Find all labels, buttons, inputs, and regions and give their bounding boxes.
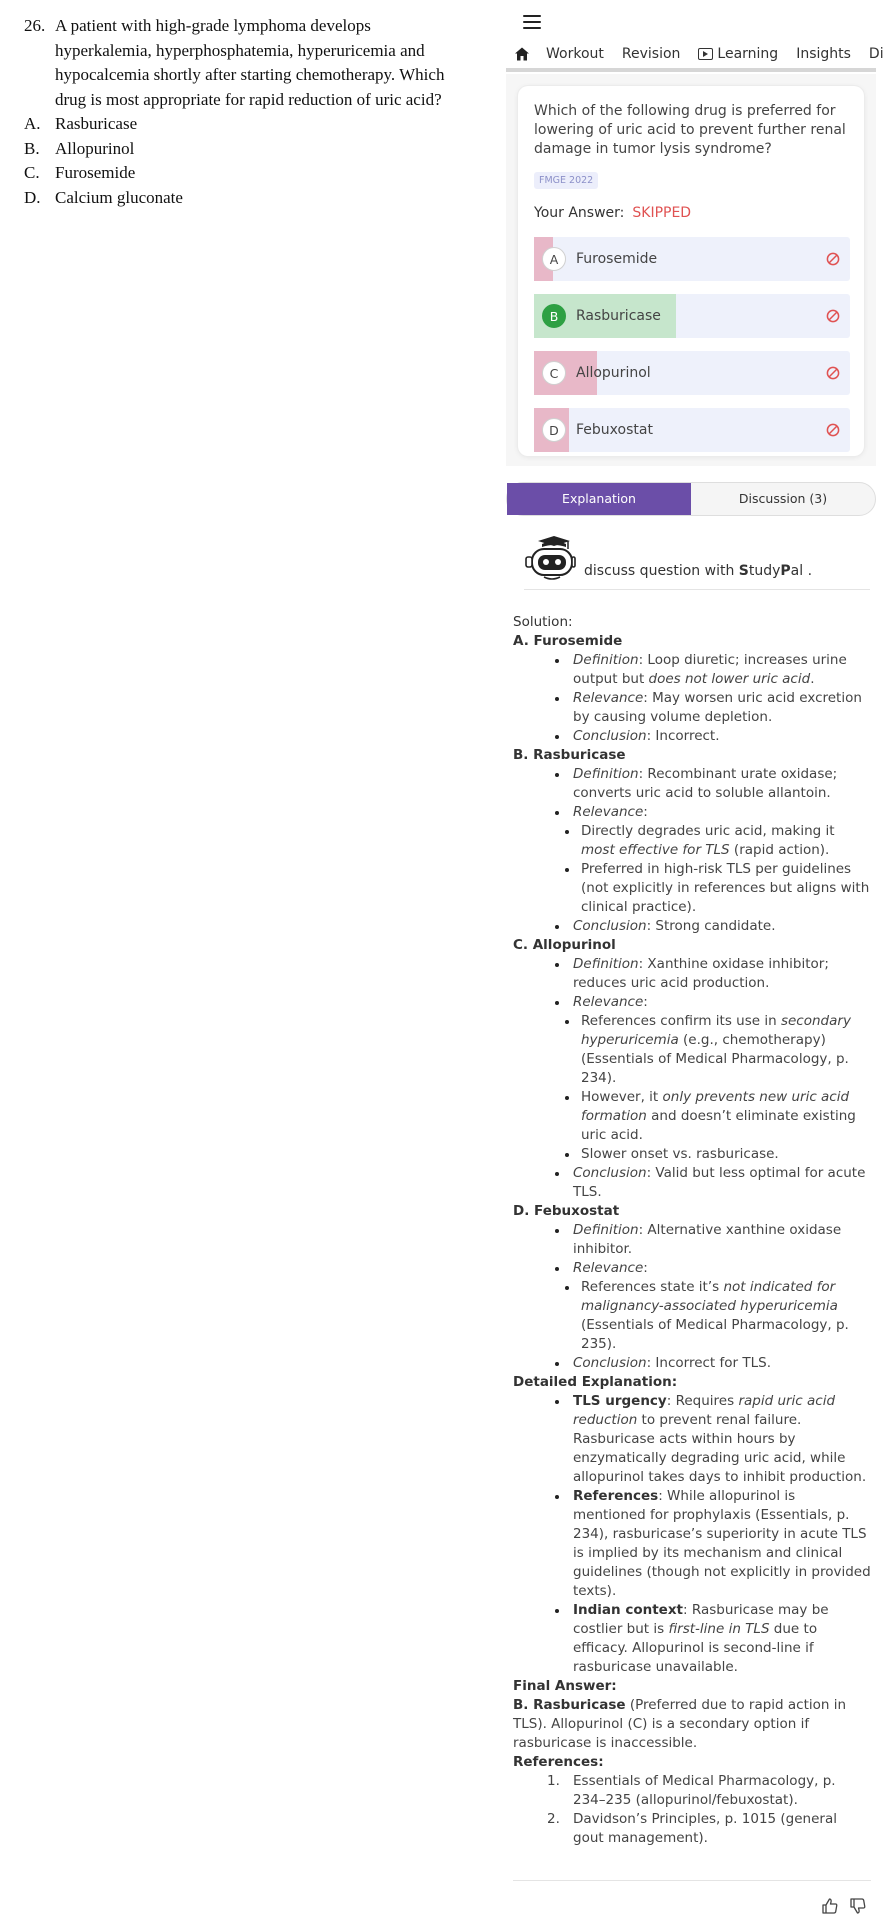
home-icon[interactable] bbox=[506, 40, 530, 68]
feedback-buttons bbox=[820, 1896, 868, 1916]
question-text: A patient with high-grade lymphoma develops hyperkalemia, hyperphosphatemia, hyperuricemia and hypocalcemia shortly after starting chemotherapy. Which drug is most appropriate for rapid reduction of uric acid? bbox=[55, 16, 445, 109]
play-icon bbox=[698, 48, 713, 60]
option-b-title: B. Rasburicase bbox=[513, 747, 626, 763]
question-prompt: Which of the following drug is preferred for lowering of uric acid to prevent further renal damage in tumor lysis syndrome? bbox=[534, 103, 846, 157]
list-item bbox=[573, 993, 871, 1164]
text: : Recombinant urate oxidase; converts uric acid to soluble allantoin. bbox=[573, 766, 838, 801]
references-title: References: bbox=[513, 1754, 604, 1770]
list-item bbox=[573, 917, 871, 936]
solution-body bbox=[513, 613, 871, 1848]
sub-list bbox=[573, 1012, 871, 1164]
exam-tag: FMGE 2022 bbox=[534, 172, 598, 189]
list-item bbox=[581, 1145, 871, 1164]
list-item bbox=[547, 1772, 871, 1810]
tab-explanation[interactable]: Explanation bbox=[507, 483, 691, 515]
blocked-icon bbox=[826, 252, 840, 266]
nav-item-learning[interactable] bbox=[689, 40, 787, 68]
printed-option-text: Furosemide bbox=[55, 163, 136, 182]
text: : Xanthine oxidase inhibitor; reduces uric acid production. bbox=[573, 956, 829, 991]
text: However, it bbox=[581, 1089, 663, 1105]
sub-list bbox=[573, 822, 871, 917]
term: Conclusion bbox=[573, 918, 647, 934]
list-item bbox=[581, 1278, 871, 1354]
printed-option-letter: D. bbox=[24, 187, 41, 207]
studypal-al: al . bbox=[790, 563, 813, 579]
term: Relevance bbox=[573, 804, 644, 820]
text: : Incorrect for TLS. bbox=[646, 1355, 771, 1371]
explanation-tabs bbox=[506, 482, 876, 516]
hamburger-icon[interactable] bbox=[523, 15, 541, 29]
answer-option-c[interactable] bbox=[534, 351, 850, 395]
list-item bbox=[573, 1392, 871, 1487]
text: : Loop diuretic; increases urine output but bbox=[573, 652, 847, 687]
text: : Rasburicase may be costlier but is bbox=[573, 1602, 829, 1637]
sub-list bbox=[573, 1278, 871, 1354]
detailed-points bbox=[513, 1392, 871, 1677]
text: (rapid action). bbox=[729, 842, 830, 858]
text: : bbox=[643, 804, 648, 820]
answer-option-d[interactable] bbox=[534, 408, 850, 452]
printed-option-text: Allopurinol bbox=[55, 138, 135, 158]
studypal-tudy: tudy bbox=[748, 563, 781, 579]
text: : bbox=[643, 1260, 648, 1276]
studypal-text bbox=[584, 563, 812, 579]
emphasis: rapid uric acid reduction bbox=[573, 1393, 836, 1428]
term: References bbox=[573, 1488, 659, 1504]
list-item bbox=[573, 1354, 871, 1373]
printed-option bbox=[24, 186, 464, 211]
studypal-s: S bbox=[738, 563, 749, 579]
term: Relevance bbox=[573, 994, 644, 1010]
printed-option-letter: B. bbox=[24, 138, 40, 158]
option-d-points bbox=[513, 1221, 871, 1373]
blocked-icon bbox=[826, 309, 840, 323]
term: Conclusion bbox=[573, 1165, 647, 1181]
term: Relevance bbox=[573, 690, 644, 706]
option-d-title: D. Febuxostat bbox=[513, 1203, 620, 1219]
list-item bbox=[573, 1259, 871, 1354]
app-panel bbox=[506, 0, 884, 1927]
list-item bbox=[573, 765, 871, 803]
list-item bbox=[573, 651, 871, 689]
printed-option-letter: C. bbox=[24, 163, 40, 182]
term: Relevance bbox=[573, 1260, 644, 1276]
option-label: Rasburicase bbox=[576, 308, 661, 324]
printed-question bbox=[24, 14, 464, 210]
option-letter-circle: D bbox=[542, 418, 566, 442]
text: : May worsen uric acid excretion by causing volume depletion. bbox=[573, 690, 862, 725]
list-item bbox=[581, 1088, 871, 1145]
text: Essentials of Medical Pharmacology, p. 234–235 (allopurinol/febuxostat). bbox=[573, 1773, 836, 1808]
text: : While allopurinol is mentioned for prophylaxis (Essentials, p. 234), rasburicase’s superiority in acute TLS is implied by its mechanism and clinical guidelines (though not explicitly in provided texts). bbox=[573, 1488, 871, 1599]
text: to prevent renal failure. Rasburicase acts within hours by enzymatically degrading uric acid, while allopurinol takes days to inhibit production. bbox=[573, 1412, 867, 1485]
final-answer-choice: B. Rasburicase bbox=[513, 1697, 626, 1713]
option-letter-circle: C bbox=[542, 361, 566, 385]
printed-question-stem bbox=[24, 14, 464, 112]
question-number: 26. bbox=[24, 16, 46, 35]
term: Definition bbox=[573, 1222, 639, 1238]
divider bbox=[513, 1880, 871, 1881]
list-item bbox=[573, 955, 871, 993]
text: Preferred in high-risk TLS per guidelines (not explicitly in references but aligns with clinical practice). bbox=[581, 861, 870, 915]
nav-item-truncated[interactable]: Di bbox=[868, 46, 884, 62]
text: References confirm its use in bbox=[581, 1013, 781, 1029]
tab-discussion[interactable]: Discussion (3) bbox=[738, 491, 828, 506]
printed-option bbox=[24, 112, 464, 137]
blocked-icon bbox=[826, 423, 840, 437]
term: Definition bbox=[573, 652, 639, 668]
option-letter-circle: B bbox=[542, 304, 566, 328]
option-label: Allopurinol bbox=[576, 365, 651, 381]
studypal-prefix: discuss question with bbox=[584, 563, 739, 579]
robot-graduate-icon bbox=[524, 535, 576, 581]
text: References state it’s bbox=[581, 1279, 724, 1295]
option-label: Febuxostat bbox=[576, 422, 653, 438]
list-item bbox=[573, 727, 871, 746]
emphasis: first-line in TLS bbox=[668, 1621, 770, 1637]
detailed-title: Detailed Explanation: bbox=[513, 1374, 678, 1390]
final-answer-title: Final Answer: bbox=[513, 1678, 617, 1694]
text: : Valid but less optimal for acute TLS. bbox=[573, 1165, 866, 1200]
top-nav bbox=[506, 40, 884, 72]
answer-option-a[interactable] bbox=[534, 237, 850, 281]
list-item bbox=[573, 1164, 871, 1202]
nav-item-insights[interactable]: Insights bbox=[796, 46, 851, 62]
list-item bbox=[573, 1487, 871, 1601]
text: Directly degrades uric acid, making it bbox=[581, 823, 835, 839]
your-answer bbox=[534, 205, 691, 221]
text: : Alternative xanthine oxidase inhibitor. bbox=[573, 1222, 842, 1257]
list-item bbox=[573, 1221, 871, 1259]
text: : Strong candidate. bbox=[646, 918, 776, 934]
thumbs-down-icon[interactable] bbox=[848, 1896, 868, 1916]
your-answer-status: SKIPPED bbox=[632, 205, 692, 221]
text: : Requires bbox=[666, 1393, 739, 1409]
text: Slower onset vs. rasburicase. bbox=[581, 1146, 779, 1162]
printed-option-text: Calcium gluconate bbox=[55, 187, 183, 207]
printed-option-letter: A. bbox=[24, 114, 41, 133]
thumbs-up-icon[interactable] bbox=[820, 1896, 840, 1916]
text: (Essentials of Medical Pharmacology, p. 235). bbox=[581, 1317, 849, 1352]
option-label: Furosemide bbox=[576, 251, 658, 267]
final-answer-text bbox=[513, 1696, 871, 1753]
nav-item-learning-label: Learning bbox=[717, 46, 779, 62]
printed-option bbox=[24, 137, 464, 162]
text: Davidson’s Principles, p. 1015 (general gout management). bbox=[573, 1811, 837, 1846]
emphasis: secondary hyperuricemia bbox=[581, 1013, 851, 1048]
text: and doesn’t eliminate existing uric acid. bbox=[581, 1108, 856, 1143]
emphasis: not indicated for malignancy-associated hyperuricemia bbox=[581, 1279, 838, 1314]
emphasis: most effective for TLS bbox=[581, 842, 730, 858]
option-a-points bbox=[513, 651, 871, 746]
text: : bbox=[643, 994, 648, 1010]
term: Definition bbox=[573, 956, 639, 972]
answer-option-b[interactable] bbox=[534, 294, 850, 338]
list-item bbox=[573, 689, 871, 727]
studypal-link[interactable] bbox=[524, 534, 870, 590]
term: TLS urgency bbox=[573, 1393, 667, 1409]
text: (e.g., chemotherapy) (Essentials of Medical Pharmacology, p. 234). bbox=[581, 1032, 849, 1086]
studypal-p: P bbox=[780, 563, 791, 579]
blocked-icon bbox=[826, 366, 840, 380]
option-b-points bbox=[513, 765, 871, 936]
option-c-points bbox=[513, 955, 871, 1202]
emphasis: does not lower uric acid bbox=[648, 671, 811, 687]
printed-option-text: Rasburicase bbox=[55, 114, 138, 133]
your-answer-label: Your Answer: bbox=[534, 205, 625, 221]
option-c-title: C. Allopurinol bbox=[513, 937, 616, 953]
option-a-title: A. Furosemide bbox=[513, 633, 623, 649]
text: . bbox=[810, 671, 815, 687]
term: Conclusion bbox=[573, 1355, 647, 1371]
nav-item-revision[interactable]: Revision bbox=[621, 46, 681, 62]
nav-item-workout[interactable]: Workout bbox=[546, 46, 604, 62]
list-item bbox=[581, 860, 871, 917]
list-item bbox=[573, 803, 871, 917]
list-number: 2. bbox=[547, 1811, 560, 1827]
list-item bbox=[547, 1810, 871, 1848]
list-item bbox=[573, 1601, 871, 1677]
printed-option bbox=[24, 161, 464, 186]
references-list bbox=[513, 1772, 871, 1848]
solution-heading: Solution: bbox=[513, 614, 573, 630]
text: due to efficacy. Allopurinol is second-line if rasburicase unavailable. bbox=[573, 1621, 818, 1675]
term: Conclusion bbox=[573, 728, 647, 744]
list-item bbox=[581, 1012, 871, 1088]
term: Definition bbox=[573, 766, 639, 782]
text: : Incorrect. bbox=[646, 728, 720, 744]
list-number: 1. bbox=[547, 1773, 560, 1789]
option-letter-circle: A bbox=[542, 247, 566, 271]
emphasis: only prevents new uric acid formation bbox=[581, 1089, 850, 1124]
question-card bbox=[518, 86, 864, 456]
list-item bbox=[581, 822, 871, 860]
term: Indian context bbox=[573, 1602, 684, 1618]
text: (Preferred due to rapid action in TLS). Allopurinol (C) is a secondary option if rasburicase is inaccessible. bbox=[513, 1697, 847, 1751]
